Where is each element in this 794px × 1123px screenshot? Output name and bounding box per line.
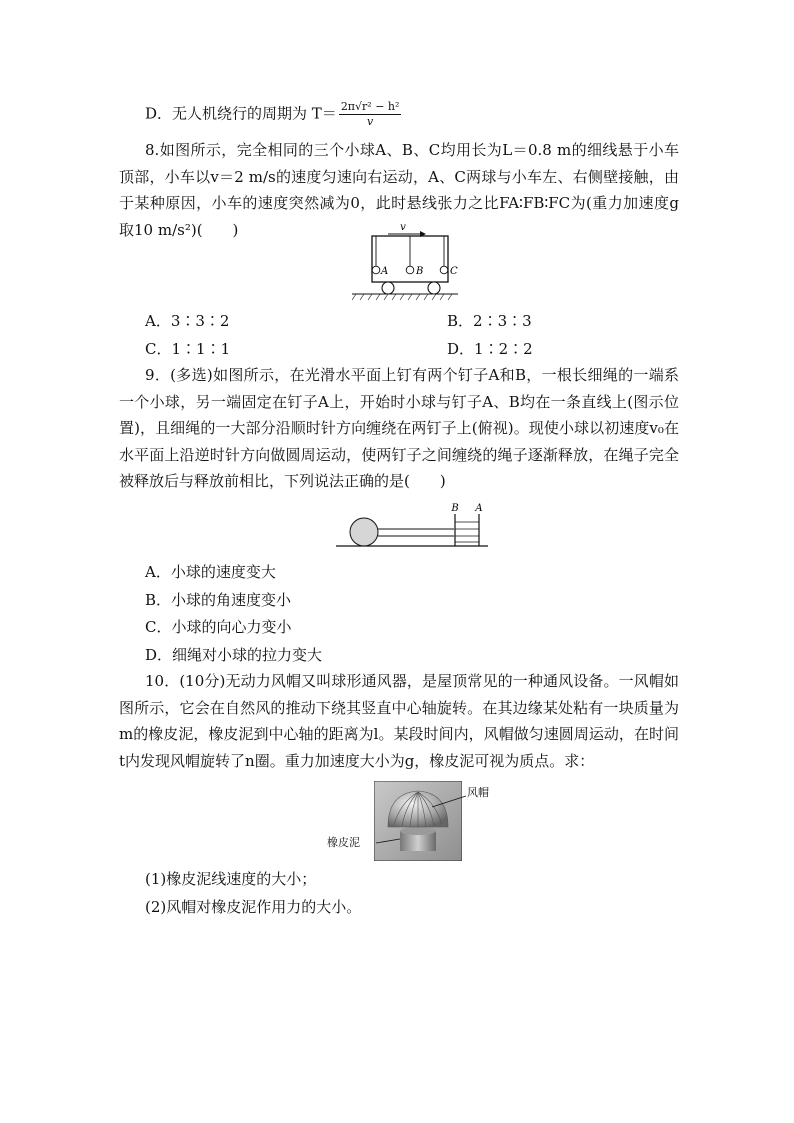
q7-option-d-text: D．无人机绕行的周期为 T＝ bbox=[145, 104, 337, 123]
ground-hatching bbox=[352, 294, 452, 300]
q10-subquestion-1: (1)橡皮泥线速度的大小； bbox=[145, 870, 317, 888]
ball-c bbox=[440, 266, 448, 274]
rope-winding bbox=[455, 522, 479, 542]
q8-option-b: B．2∶3∶3 bbox=[447, 312, 532, 330]
fraction-denominator: v bbox=[367, 115, 374, 128]
q8-stem: 8.如图所示，完全相同的三个小球A、B、C均用长为L＝0.8 m的细线悬于小车顶部，小车以v＝2 m/s的速度匀速向右运动，A、C两球与小车左、右侧壁接触，由于某种原因，小车的速度突然减为0，此时悬线张力之比FA∶FB∶FC为(重力加速度g取10 m/s²)( ) bbox=[119, 141, 679, 239]
q9-option-a: A．小球的速度变大 bbox=[145, 563, 276, 581]
q8-option-d: D．1∶2∶2 bbox=[447, 340, 533, 358]
q8-cart-figure bbox=[350, 220, 460, 302]
q7-option-d bbox=[145, 100, 403, 129]
ball-b bbox=[406, 266, 414, 274]
q9-option-c: C．小球的向心力变小 bbox=[145, 618, 292, 636]
q9-nails-figure bbox=[336, 500, 488, 552]
ball-b-label: B bbox=[416, 266, 424, 277]
cap-label: 风帽 bbox=[467, 786, 489, 799]
q9-option-d: D．细绳对小球的拉力变大 bbox=[145, 646, 323, 664]
nail-b-label: B bbox=[451, 503, 459, 514]
q8-option-c: C．1∶1∶1 bbox=[145, 340, 231, 358]
q10-stem: 10．(10分)无动力风帽又叫球形通风器，是屋顶常见的一种通风设备。一风帽如图所示，它会在自然风的推动下绕其竖直中心轴旋转。在其边缘某处粘有一块质量为m的橡皮泥，橡皮泥到中心轴的距离为l。某段时间内，风帽做匀速圆周运动，在时间t内发现风帽旋转了n圈。重力加速度大小为g，橡皮泥可视为质点。求： bbox=[119, 672, 679, 770]
q8-option-a: A．3∶3∶2 bbox=[145, 312, 230, 330]
period-fraction bbox=[339, 100, 402, 129]
velocity-label: v bbox=[400, 222, 406, 233]
clay-label: 橡皮泥 bbox=[327, 836, 360, 849]
wheel-left bbox=[382, 282, 394, 294]
q10-subquestion-2: (2)风帽对橡皮泥作用力的大小。 bbox=[145, 898, 362, 916]
ventilator-photo-figure bbox=[324, 781, 500, 861]
nail-a-label: A bbox=[475, 503, 483, 514]
ball-a-label: A bbox=[381, 266, 389, 277]
wheel-right bbox=[428, 282, 440, 294]
ball-a bbox=[372, 266, 380, 274]
ball bbox=[350, 518, 378, 546]
fraction-numerator: 2π√r² − h² bbox=[340, 100, 400, 113]
q9-stem: 9．(多选)如图所示，在光滑水平面上钉有两个钉子A和B，一根长细绳的一端系一个小球，另一端固定在钉子A上，开始时小球与钉子A、B均在一条直线上(图示位置)，且细绳的一大部分沿顺时针方向缠绕在两钉子上(俯视)。现使小球以初速度v₀在水平面上沿逆时针方向做圆周运动，使两钉子之间缠绕的绳子逐渐释放，在绳子完全被释放后与释放前相比，下列说法正确的是( ) bbox=[119, 366, 679, 490]
ball-c-label: C bbox=[450, 266, 458, 277]
q9-option-b: B．小球的角速度变小 bbox=[145, 591, 292, 609]
